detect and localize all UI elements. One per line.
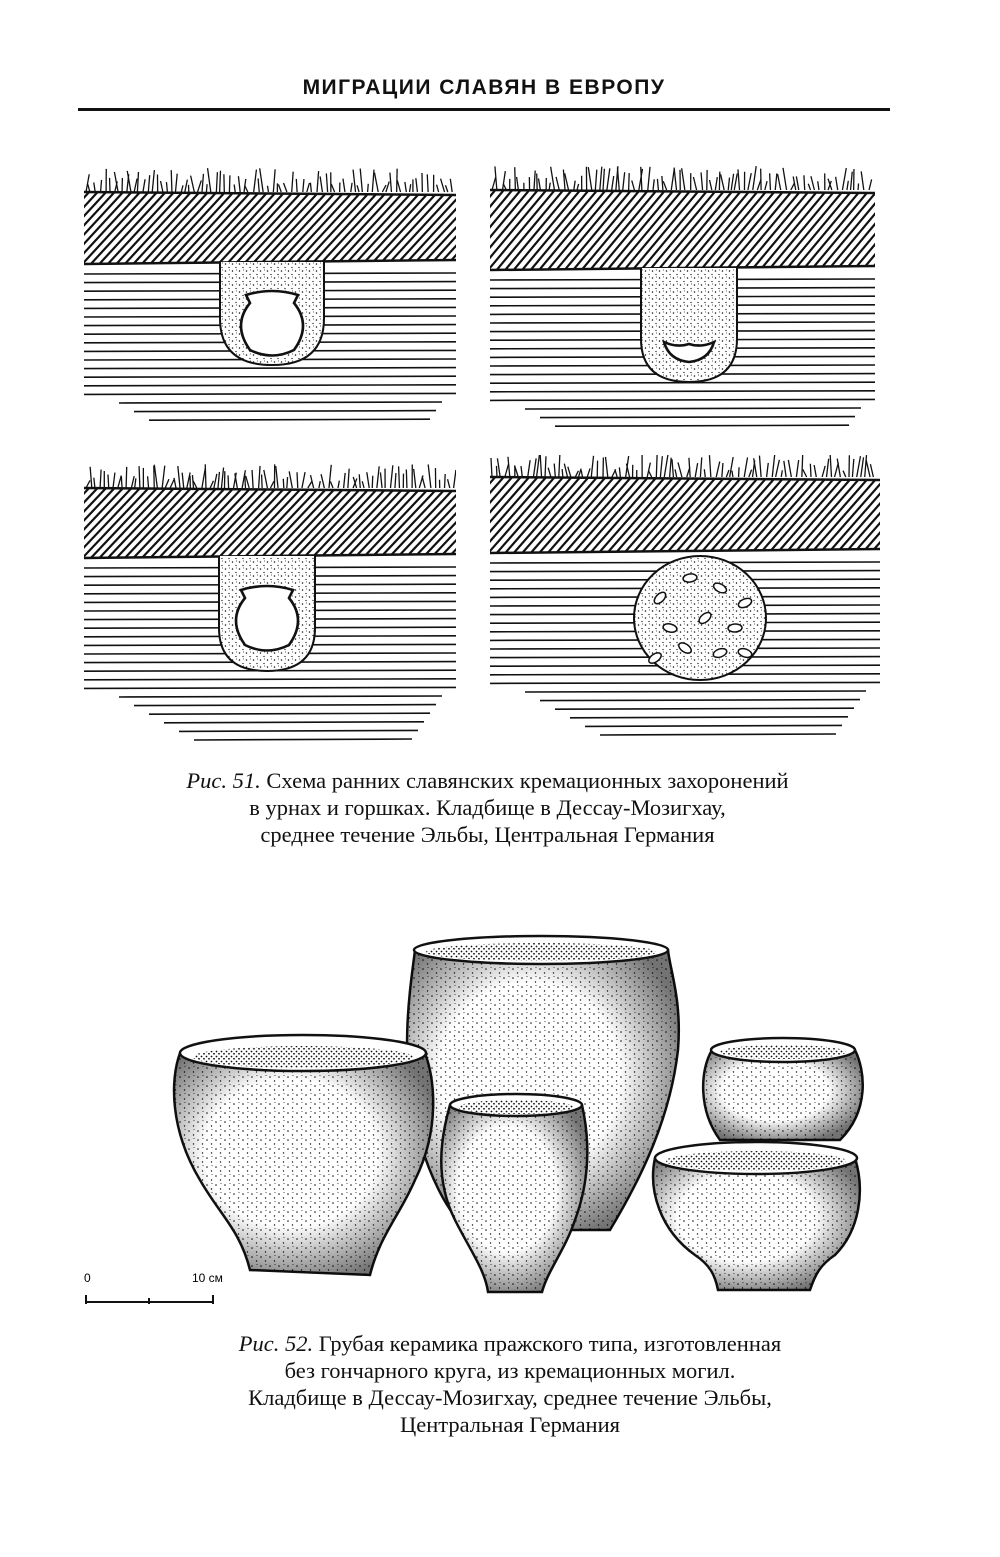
figure-52-line-2: без гончарного круга, из кремационных могил. <box>284 1358 736 1383</box>
figure-52-caption <box>120 1330 900 1438</box>
figure-52-line-1: Грубая керамика пражского типа, изготовленная <box>318 1331 782 1356</box>
figure-52-pottery-illustration <box>70 930 900 1310</box>
figure-51-line-3: среднее течение Эльбы, Центральная Германия <box>260 822 715 847</box>
shallow-bowl <box>653 1142 860 1290</box>
figure-51-line-2: в урнах и горшках. Кладбище в Дессау-Мозигхау, <box>249 795 726 820</box>
panel-1-urn-burial <box>84 150 456 430</box>
small-pot <box>703 1038 863 1140</box>
scale-start-label: 0 <box>84 1271 91 1285</box>
figure-52-label: Рис. 52. <box>238 1331 314 1356</box>
panel-4-cremation-pit <box>490 455 880 745</box>
figure-52-line-3: Кладбище в Дессау-Мозигхау, среднее течение Эльбы, <box>248 1385 772 1410</box>
running-head: МИГРАЦИИ СЛАВЯН В ЕВРОПУ <box>302 76 666 99</box>
figure-51-line-1: Схема ранних славянских кремационных захоронений <box>266 768 789 793</box>
panel-3-urn-burial <box>84 455 456 745</box>
figure-51-label: Рис. 51. <box>186 768 261 793</box>
header-rule <box>78 108 890 111</box>
large-bowl <box>174 1035 433 1275</box>
figure-51-caption <box>100 767 875 848</box>
scale-bar <box>84 1271 223 1304</box>
panel-2-pot-fragment-burial <box>490 150 875 430</box>
figure-52-line-4: Центральная Германия <box>399 1412 620 1437</box>
scale-end-label: 10 см <box>192 1271 223 1285</box>
front-pot <box>441 1094 587 1292</box>
